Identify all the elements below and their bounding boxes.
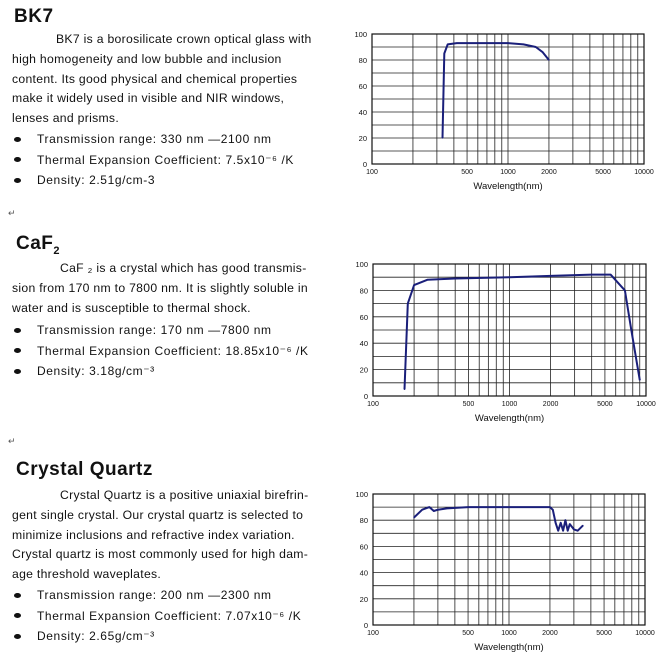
bullet-icon bbox=[14, 178, 21, 183]
data-point bbox=[610, 274, 611, 275]
x-tick-label: 5000 bbox=[595, 169, 611, 176]
x-tick-label: 5000 bbox=[597, 401, 613, 408]
y-tick-label: 80 bbox=[358, 56, 367, 65]
x-tick-label: 1000 bbox=[501, 401, 518, 408]
data-point bbox=[567, 530, 568, 531]
y-tick-label: 40 bbox=[359, 339, 368, 349]
x-tick-label: 2000 bbox=[542, 630, 558, 637]
y-tick-label: 20 bbox=[359, 594, 368, 604]
return-mark-icon: ↵ bbox=[8, 436, 16, 446]
desc-line: water and is susceptible to thermal shock. bbox=[12, 300, 251, 315]
desc-line: content. Its good physical and chemical properties bbox=[12, 71, 298, 86]
data-point bbox=[577, 530, 578, 531]
data-point bbox=[433, 510, 434, 511]
x-tick-label: 500 bbox=[461, 169, 473, 176]
bullet-icon bbox=[14, 369, 21, 374]
y-tick-label: 80 bbox=[359, 516, 368, 526]
y-tick-label: 60 bbox=[359, 312, 368, 322]
y-tick-label: 40 bbox=[359, 568, 368, 578]
data-point bbox=[639, 380, 640, 381]
bullet-icon bbox=[14, 348, 21, 353]
data-point bbox=[549, 507, 550, 508]
list-item: Thermal Expansion Coefficient: 18.85x10⁻⁶ /K bbox=[14, 341, 309, 362]
bullet-icon bbox=[14, 157, 21, 162]
caf2-bullets bbox=[14, 320, 309, 382]
data-point bbox=[422, 509, 423, 510]
desc-line: CaF ₂ is a crystal which has good transmis- bbox=[60, 261, 307, 275]
y-tick-label: 20 bbox=[358, 134, 367, 143]
return-mark-icon: ↵ bbox=[8, 208, 16, 218]
x-tick-label: 2000 bbox=[542, 401, 559, 408]
data-point bbox=[565, 520, 566, 521]
x-tick-label: 1000 bbox=[501, 630, 517, 637]
x-tick-label: 500 bbox=[462, 401, 475, 408]
desc-line: Crystal Quartz is a positive uniaxial birefrin- bbox=[60, 488, 309, 502]
x-tick-label: 5000 bbox=[596, 630, 612, 637]
y-tick-label: 40 bbox=[358, 108, 367, 117]
desc-line: make it widely used in visible and NIR windows, bbox=[12, 91, 285, 106]
data-point bbox=[455, 278, 456, 279]
list-item: Thermal Expansion Coefficient: 7.07x10⁻⁶ /K bbox=[14, 606, 301, 627]
x-tick-label: 100 bbox=[367, 630, 379, 637]
desc-line: age threshold waveplates. bbox=[12, 567, 162, 582]
data-point bbox=[413, 517, 414, 518]
y-tick-label: 0 bbox=[363, 621, 368, 630]
data-point bbox=[507, 43, 508, 44]
list-item: Thermal Expansion Coefficient: 7.5x10⁻⁶ /K bbox=[14, 150, 294, 171]
bullet-icon bbox=[14, 137, 21, 142]
y-tick-label: 0 bbox=[363, 392, 368, 401]
bullet-icon bbox=[14, 593, 21, 598]
data-point bbox=[560, 522, 561, 523]
data-point bbox=[404, 389, 405, 390]
x-tick-label: 10000 bbox=[635, 630, 655, 637]
y-tick-label: 20 bbox=[359, 365, 368, 375]
data-point bbox=[535, 46, 536, 47]
bullet-icon bbox=[14, 634, 21, 639]
quartz-transmission-chart bbox=[340, 486, 658, 656]
x-tick-label: 100 bbox=[367, 401, 379, 408]
data-point bbox=[509, 277, 510, 278]
data-point bbox=[550, 275, 551, 276]
desc-line: Crystal quartz is most commonly used for high dam- bbox=[12, 547, 309, 562]
bk7-bullets bbox=[14, 129, 294, 191]
quartz-description bbox=[12, 486, 332, 585]
desc-line: BK7 is a borosilicate crown optical glass with bbox=[56, 32, 312, 46]
data-point bbox=[631, 329, 632, 330]
data-point bbox=[407, 303, 408, 304]
data-point bbox=[563, 530, 564, 531]
data-point bbox=[523, 44, 524, 45]
data-point bbox=[624, 290, 625, 291]
bk7-description bbox=[12, 30, 322, 129]
data-point bbox=[447, 44, 448, 45]
list-item: Transmission range: 330 nm —2100 nm bbox=[14, 129, 294, 150]
section-title-caf2: CaF$_2$ bbox=[16, 233, 61, 257]
data-point bbox=[456, 43, 457, 44]
data-point bbox=[437, 509, 438, 510]
data-point bbox=[573, 529, 574, 530]
data-point bbox=[558, 530, 559, 531]
data-point bbox=[542, 52, 543, 53]
data-point bbox=[532, 507, 533, 508]
quartz-bullets bbox=[14, 585, 301, 647]
data-point bbox=[548, 59, 549, 60]
data-point bbox=[467, 507, 468, 508]
bullet-icon bbox=[14, 328, 21, 333]
data-point bbox=[429, 507, 430, 508]
list-item: Density: 3.18g/cm⁻³ bbox=[14, 361, 309, 382]
data-point bbox=[413, 285, 414, 286]
list-item: Density: 2.51g/cm-3 bbox=[14, 170, 294, 191]
desc-line: gent single crystal. Our crystal quartz is selected to bbox=[12, 507, 304, 522]
desc-line: minimize inclusions and refractive index variation. bbox=[12, 527, 295, 542]
list-item: Density: 2.65g/cm⁻³ bbox=[14, 626, 301, 647]
data-point bbox=[446, 508, 447, 509]
section-title-crystal-quartz: Crystal Quartz bbox=[16, 459, 153, 480]
list-item: Transmission range: 170 nm —7800 nm bbox=[14, 320, 309, 341]
desc-line: high homogeneity and low bubble and inclusion bbox=[12, 51, 282, 66]
x-axis-label: Wavelength(nm) bbox=[474, 642, 544, 653]
y-tick-label: 60 bbox=[359, 542, 368, 552]
transmission-series-line bbox=[405, 275, 640, 390]
y-tick-label: 60 bbox=[358, 82, 367, 91]
y-tick-label: 100 bbox=[354, 30, 367, 39]
data-point bbox=[582, 525, 583, 526]
x-tick-label: 2000 bbox=[541, 169, 557, 176]
x-axis-label: Wavelength(nm) bbox=[474, 413, 545, 424]
y-tick-label: 100 bbox=[355, 490, 368, 499]
data-point bbox=[591, 274, 592, 275]
bk7-transmission-chart bbox=[340, 26, 658, 196]
y-tick-label: 0 bbox=[362, 160, 367, 169]
transmission-series-line bbox=[414, 507, 583, 531]
x-tick-label: 10000 bbox=[636, 401, 656, 408]
caf2-transmission-chart bbox=[340, 256, 658, 428]
y-tick-label: 100 bbox=[355, 260, 368, 269]
data-point bbox=[477, 43, 478, 44]
desc-line: lenses and prisms. bbox=[12, 111, 120, 126]
data-point bbox=[508, 507, 509, 508]
list-item: Transmission range: 200 nm —2300 nm bbox=[14, 585, 301, 606]
data-point bbox=[569, 524, 570, 525]
x-tick-label: 1000 bbox=[500, 169, 516, 176]
desc-line: sion from 170 nm to 7800 nm. It is slightly soluble in bbox=[12, 280, 308, 295]
x-tick-label: 100 bbox=[366, 169, 378, 176]
data-point bbox=[427, 279, 428, 280]
x-tick-label: 500 bbox=[462, 630, 474, 637]
bullet-icon bbox=[14, 613, 21, 618]
transmission-series-line bbox=[443, 43, 549, 138]
data-point bbox=[552, 509, 553, 510]
section-title-bk7: BK7 bbox=[14, 6, 54, 27]
y-tick-label: 80 bbox=[359, 286, 368, 296]
x-axis-label: Wavelength(nm) bbox=[473, 181, 543, 192]
data-point bbox=[555, 522, 556, 523]
caf2-description bbox=[12, 259, 332, 318]
data-point bbox=[444, 53, 445, 54]
x-tick-label: 10000 bbox=[634, 169, 654, 176]
data-point bbox=[442, 137, 443, 138]
